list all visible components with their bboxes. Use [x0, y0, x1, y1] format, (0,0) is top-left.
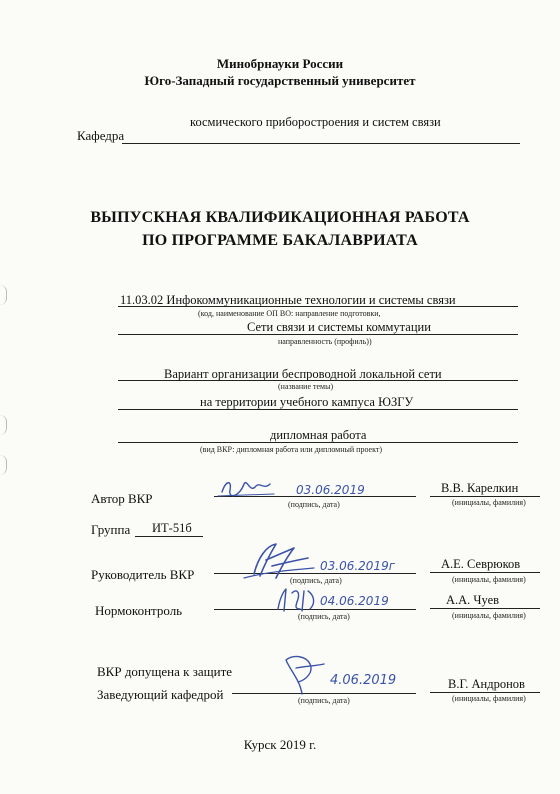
author-name-caption: (инициалы, фамилия) — [452, 498, 526, 507]
topic-line1: Вариант организации беспроводной локальной сети — [164, 367, 442, 381]
work-type-value: дипломная работа — [270, 428, 367, 442]
group-value: ИТ-51б — [152, 521, 192, 535]
group-label: Группа — [91, 522, 131, 537]
topic-caption: (название темы) — [278, 382, 334, 391]
supervisor-name: А.Е. Севрюков — [441, 557, 521, 571]
program-caption: (код, наименование ОП ВО: направление подготовки, — [198, 309, 381, 318]
supervisor-signature-caption: (подпись, дата) — [290, 576, 342, 585]
head-signature-date: 4.06.2019 — [330, 673, 397, 688]
normcontrol-signature — [270, 585, 430, 615]
department-name: космического приборостроения и систем связи — [190, 115, 441, 129]
department-label: Кафедра — [77, 128, 125, 143]
head-name-underline — [430, 692, 540, 693]
city-year: Курск 2019 г. — [243, 737, 317, 752]
normcontrol-signature-caption: (подпись, дата) — [298, 612, 350, 621]
author-name: В.В. Карелкин — [441, 481, 519, 495]
university-name: Юго-Западный государственный университет — [144, 73, 416, 88]
normcontrol-label: Нормоконтроль — [95, 603, 183, 618]
normcontrol-name: А.А. Чуев — [446, 593, 500, 607]
binder-hole-mark — [0, 455, 7, 475]
supervisor-name-caption: (инициалы, фамилия) — [452, 575, 526, 584]
supervisor-label: Руководитель ВКР — [91, 567, 195, 582]
binder-hole-mark — [0, 285, 7, 305]
head-name: В.Г. Андронов — [448, 677, 525, 691]
binder-hole-mark — [0, 415, 7, 435]
group-underline — [135, 536, 203, 537]
document-title-line2: ПО ПРОГРАММЕ БАКАЛАВРИАТА — [142, 232, 418, 249]
supervisor-signature — [236, 540, 426, 582]
head-signature — [272, 650, 432, 700]
normcontrol-name-underline — [430, 608, 540, 609]
author-name-underline — [430, 496, 540, 497]
author-signature — [214, 474, 394, 502]
supervisor-name-underline — [430, 572, 540, 573]
head-name-caption: (инициалы, фамилия) — [452, 694, 526, 703]
normcontrol-signature-date: 04.06.2019 — [320, 594, 389, 608]
author-label: Автор ВКР — [91, 491, 153, 506]
document-title-line1: ВЫПУСКНАЯ КВАЛИФИКАЦИОННАЯ РАБОТА — [90, 209, 470, 226]
topic-line2: на территории учебного кампуса ЮЗГУ — [200, 395, 414, 409]
author-signature-date: 03.06.2019 — [296, 483, 365, 497]
department-underline — [122, 143, 520, 144]
ministry-name: Минобрнауки России — [216, 56, 344, 71]
supervisor-signature-date: 03.06.2019г — [320, 559, 396, 573]
admission-text: ВКР допущена к защите — [97, 664, 233, 679]
head-signature-caption: (подпись, дата) — [298, 696, 350, 705]
head-of-department-label: Заведующий кафедрой — [97, 687, 224, 702]
normcontrol-name-caption: (инициалы, фамилия) — [452, 611, 526, 620]
author-signature-caption: (подпись, дата) — [288, 500, 340, 509]
profile-caption: направленность (профиль)) — [278, 337, 372, 346]
profile-name: Сети связи и системы коммутации — [247, 320, 431, 334]
work-type-caption: (вид ВКР: дипломная работа или дипломный проект) — [200, 445, 383, 454]
program-code-name: 11.03.02 Инфокоммуникационные технологии и системы связи — [120, 293, 456, 307]
